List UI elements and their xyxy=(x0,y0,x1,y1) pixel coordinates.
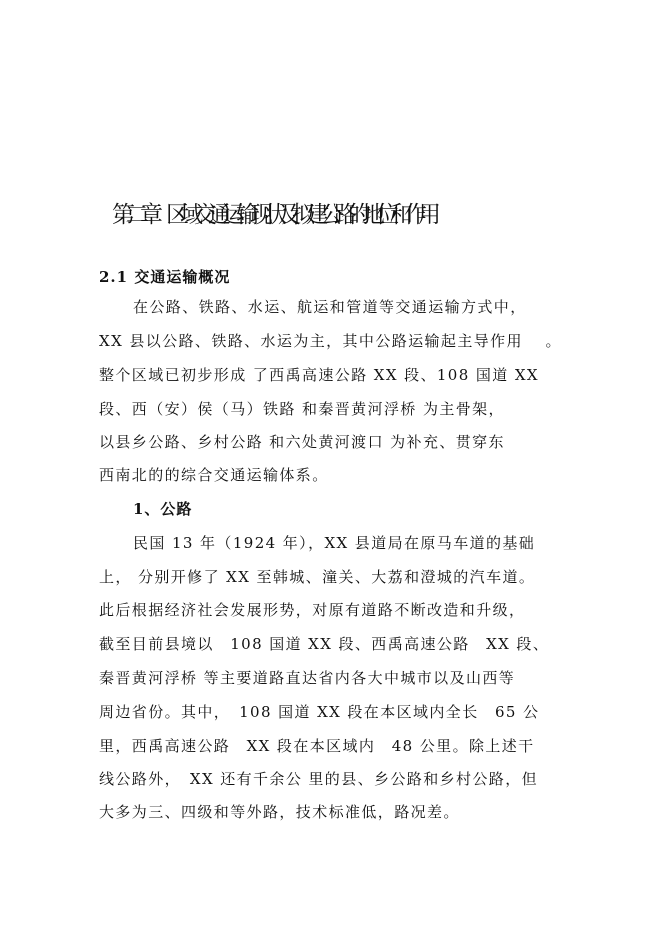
chapter-title-text: 区域交通运输现状及拟建公路的地位和作用 xyxy=(166,202,432,228)
paragraph-line: 周边省份。其中， 108 国道 XX 段在本区域内全长 65 公 xyxy=(99,703,540,721)
paragraph-line: 段、西（安）侯（马）铁路 和秦晋黄河浮桥 为主骨架， xyxy=(99,400,505,418)
subsection-heading: 1、公路 xyxy=(133,500,193,518)
paragraph-line: 此后根据经济社会发展形势，对原有道路不断改造和升级， xyxy=(99,601,526,619)
paragraph-line: 以县乡公路、乡村公路 和六处黄河渡口 为补充、贯穿东 xyxy=(99,433,505,451)
paragraph-line: XX 县以公路、铁路、水运为主，其中公路运输起主导作用 。 xyxy=(99,332,562,350)
paragraph-line: 上， 分别开修了 XX 至韩城、潼关、大荔和澄城的汽车道。 xyxy=(99,568,536,586)
paragraph-line: 整个区域已初步形成 了西禹高速公路 XX 段、108 国道 XX xyxy=(99,366,539,384)
paragraph-line: 在公路、铁路、水运、航运和管道等交通运输方式中， xyxy=(133,298,527,316)
section-heading: 2.1 交通运输概况 xyxy=(99,268,231,286)
paragraph-line: 西南北的的综合交通运输体系。 xyxy=(99,466,329,484)
chapter-title xyxy=(112,196,652,229)
chapter-number: 第二章 xyxy=(112,202,154,228)
paragraph-line: 民国 13 年（1924 年），XX 县道局在原马车道的基础 xyxy=(133,534,536,552)
paragraph-line: 大多为三、四级和等外路，技术标准低，路况差。 xyxy=(99,803,460,821)
paragraph-line: 截至目前县境以 108 国道 XX 段、西禹高速公路 XX 段、 xyxy=(99,635,550,653)
paragraph-line: 里，西禹高速公路 XX 段在本区域内 48 公里。除上述干 xyxy=(99,737,535,755)
paragraph-line: 线公路外， XX 还有千余公 里的县、乡公路和乡村公路，但 xyxy=(99,770,538,788)
paragraph-line: 秦晋黄河浮桥 等主要道路直达省内各大中城市以及山西等 xyxy=(99,669,516,687)
